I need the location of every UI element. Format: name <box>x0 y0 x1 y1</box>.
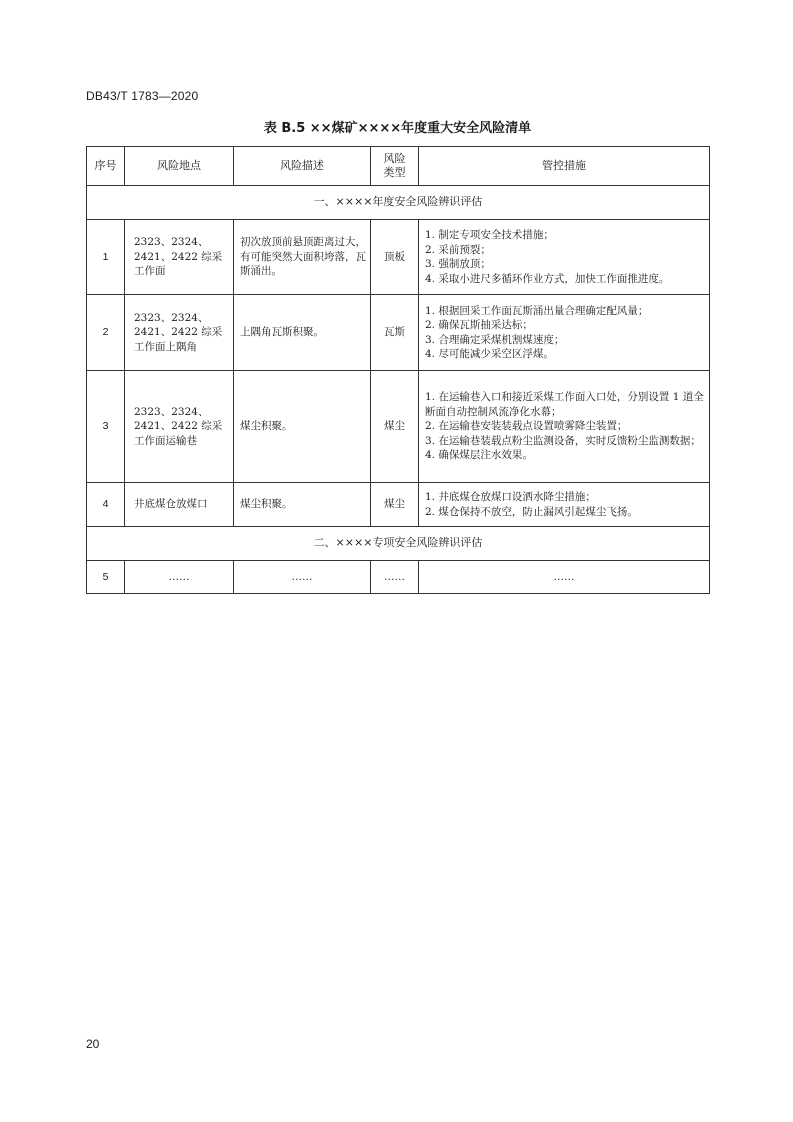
measure-item: 2. 在运输巷安装装载点设置喷雾降尘装置； <box>425 420 628 433</box>
row-risk-type: 煤尘 <box>371 483 419 527</box>
row-description: 上隅角瓦斯积聚。 <box>234 295 371 371</box>
document-code: DB43/T 1783—2020 <box>86 89 199 103</box>
measure-item: 4. 尽可能减少采空区浮煤。 <box>425 348 554 360</box>
table-row <box>87 295 710 371</box>
header-description: 风险描述 <box>234 147 371 186</box>
row-measures <box>419 220 710 295</box>
row-measures: …… <box>419 561 710 594</box>
measure-item: 2. 煤仓保持不放空，防止漏风引起煤尘飞扬。 <box>425 505 638 518</box>
table-header-row <box>87 147 710 186</box>
header-type <box>371 147 419 186</box>
row-location: 2323、2324、2421、2422 综采工作面 <box>125 220 234 295</box>
row-measures <box>419 371 710 483</box>
row-description: …… <box>234 561 371 594</box>
section-row <box>87 186 710 220</box>
section-title: 二、××××专项安全风险辨识评估 <box>87 527 710 561</box>
row-risk-type: 顶板 <box>371 220 419 295</box>
section-row <box>87 527 710 561</box>
measure-item: 1. 井底煤仓放煤口设洒水降尘措施； <box>425 491 596 503</box>
header-location: 风险地点 <box>125 147 234 186</box>
row-risk-type: 煤尘 <box>371 371 419 483</box>
measure-item: 4. 确保煤层注水效果。 <box>425 449 533 462</box>
table-title: 表 B.5 ××煤矿××××年度重大安全风险清单 <box>263 121 532 136</box>
section-title: 一、××××年度安全风险辨识评估 <box>87 186 710 220</box>
page-number: 20 <box>86 1037 100 1051</box>
measure-item: 2. 采前预裂； <box>425 243 491 256</box>
measure-item: 3. 在运输巷装载点粉尘监测设备，实时反馈粉尘监测数据； <box>425 434 701 447</box>
measure-item: 4. 采取小进尺多循环作业方式，加快工作面推进度。 <box>425 272 670 285</box>
row-risk-type: …… <box>371 561 419 594</box>
header-seq: 序号 <box>87 147 125 186</box>
table-row <box>87 220 710 295</box>
row-location: 井底煤仓放煤口 <box>125 483 234 527</box>
header-measures: 管控措施 <box>419 147 710 186</box>
row-description: 煤尘积聚。 <box>234 371 371 483</box>
row-measures <box>419 295 710 371</box>
table-row <box>87 371 710 483</box>
row-seq: 3 <box>87 371 125 483</box>
row-seq: 1 <box>87 220 125 295</box>
row-description: 初次放顶前悬顶距离过大，有可能突然大面积垮落，瓦斯涌出。 <box>234 220 371 295</box>
header-type-label: 风险类型 <box>383 152 406 179</box>
row-measures <box>419 483 710 527</box>
table-row <box>87 561 710 594</box>
measure-item: 3. 合理确定采煤机割煤速度； <box>425 333 565 346</box>
measure-item: 1. 制定专项安全技术措施； <box>425 229 554 241</box>
row-location: …… <box>125 561 234 594</box>
row-location: 2323、2324、2421、2422 综采工作面上隅角 <box>125 295 234 371</box>
measure-item: 3. 强制放顶； <box>425 258 491 270</box>
measure-item: 1. 根据回采工作面瓦斯涌出量合理确定配风量； <box>425 304 649 317</box>
row-seq: 4 <box>87 483 125 527</box>
row-seq: 2 <box>87 295 125 371</box>
row-location: 2323、2324、2421、2422 综采工作面运输巷 <box>125 371 234 483</box>
row-risk-type: 瓦斯 <box>371 295 419 371</box>
risk-table <box>86 146 710 594</box>
table-row <box>87 483 710 527</box>
measure-item: 2. 确保瓦斯抽采达标； <box>425 319 533 331</box>
row-description: 煤尘积聚。 <box>234 483 371 527</box>
measure-item: 1. 在运输巷入口和接近采煤工作面入口处，分别设置 1 道全断面自动控制风流净化水幕； <box>425 391 704 418</box>
row-seq: 5 <box>87 561 125 594</box>
